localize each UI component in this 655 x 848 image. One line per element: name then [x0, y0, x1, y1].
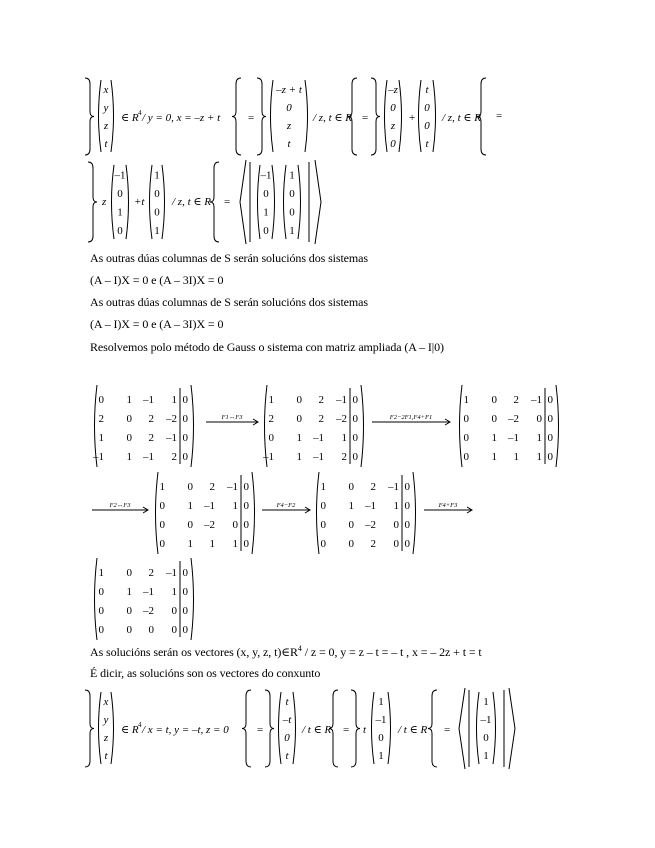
eq1-vec3b-entry: 0 [424, 102, 430, 114]
gauss-m3-cell: 1 [159, 481, 165, 493]
gauss-m5-cell: –1 [143, 586, 154, 598]
gauss-m2-cell: 1 [513, 451, 519, 463]
eq3-brace3r [428, 690, 437, 767]
eq1-cond-sup: 4 [138, 109, 142, 117]
gauss-m0-cell: 2 [148, 432, 154, 444]
gauss-m0-cell: –1 [166, 432, 177, 444]
eq1-vec3b-lparen [419, 80, 422, 152]
eq2-equals: = [224, 196, 231, 208]
gauss-m1-cell: –2 [336, 413, 347, 425]
eq2-span2-entry: 0 [289, 187, 295, 200]
gauss-m4-cell: 0 [404, 538, 410, 550]
eq1-cond-rest: / y = 0, x = –z + t [142, 112, 221, 124]
gauss-m2-cell: 1 [463, 394, 469, 406]
eq3-span-entry: 1 [483, 696, 489, 708]
gauss-m2-cell: 0 [547, 394, 553, 406]
gauss-m1-cell: 0 [352, 394, 358, 406]
eq3-vec-entry: t [104, 750, 108, 762]
gauss-m2-cell: 2 [513, 394, 519, 406]
eq3-cond-rest: / x = t, y = –t, z = 0 [142, 724, 229, 736]
eq3-param3: / t ∈ R [398, 724, 428, 736]
gauss-m0-cell: 0 [182, 394, 188, 406]
gauss-m0-cell: 2 [98, 413, 104, 425]
eq1-equals-2: = [362, 112, 369, 124]
gauss-m0-cell: –1 [143, 394, 154, 406]
eq1-brace2r [348, 78, 357, 155]
eq3-rangle [509, 688, 515, 769]
gauss-m1-cell: 1 [296, 451, 302, 463]
eq1-vec2-entry: z [286, 120, 292, 132]
gauss-m5-cell: 0 [126, 567, 132, 579]
eq2-span1-entry: 0 [263, 224, 269, 237]
eq3-vec-entry: y [103, 714, 109, 726]
eq2-vecA-entry: –1 [114, 169, 126, 182]
gauss-m3-cell: 0 [243, 500, 249, 512]
eq3-langle [459, 688, 465, 769]
gauss-m5-cell: 1 [126, 586, 132, 598]
gauss-m5-cell: 0 [171, 605, 177, 617]
gauss-op3-label: F2↔F3 [109, 502, 131, 509]
gauss-m3-cell: 0 [232, 519, 238, 531]
gauss-m3-cell: –1 [204, 500, 215, 512]
gauss-m2-cell: 0 [547, 432, 553, 444]
eq3-equals-2: = [343, 724, 350, 736]
gauss-m5-lparen [95, 558, 98, 640]
gauss-op1-label: F1↔F3 [221, 414, 243, 421]
gauss-m1-cell: 0 [296, 394, 302, 406]
eq1-vec-entry: y [103, 102, 109, 114]
eq3-equals: = [257, 724, 264, 736]
gauss-m0-cell: 0 [126, 432, 132, 444]
eq1-vec2-rparen [305, 80, 308, 152]
gauss-m1-cell: 0 [352, 432, 358, 444]
eq3-coef: t [363, 724, 367, 736]
eq1-param: / z, t ∈ R [313, 112, 353, 124]
eq2-vecA-entry: 0 [117, 224, 123, 237]
eq2-span2-lparen [284, 165, 287, 239]
eq3-vec2-entry: t [285, 750, 289, 762]
gauss-m3-cell: 0 [187, 481, 193, 493]
eq1-vec3b-entry: 0 [424, 120, 430, 132]
gauss-m2-cell: 0 [547, 451, 553, 463]
gauss-m3-cell: –2 [204, 519, 215, 531]
gauss-m0-cell: 0 [182, 432, 188, 444]
gauss-m4-cell: 1 [348, 500, 354, 512]
gauss-m3-cell: 0 [187, 519, 193, 531]
eq2-span2-entry: 1 [289, 224, 295, 237]
gauss-m5-cell: 0 [182, 605, 188, 617]
gauss-m3-lparen [156, 472, 159, 554]
gauss-m2-cell: –1 [508, 432, 519, 444]
eq1-vec-lparen [99, 80, 102, 152]
eq1-plus: + [409, 112, 416, 124]
eq2-vecA-entry: 0 [117, 187, 123, 200]
gauss-m4-cell: 1 [320, 481, 326, 493]
gauss-m3-cell: 1 [187, 538, 193, 550]
eq2-span2-entry: 0 [289, 206, 295, 219]
eq1-cond: ∈ R [121, 112, 139, 124]
gauss-m5-cell: 0 [126, 624, 132, 636]
gauss-m4-cell: 0 [404, 500, 410, 512]
gauss-m5-cell: 0 [98, 624, 104, 636]
gauss-m1-cell: 0 [352, 451, 358, 463]
eq2-vecA-rparen [126, 165, 129, 239]
text-line-4: (A – I)X = 0 e (A – 3I)X = 0 [90, 317, 224, 331]
gauss-m4-cell: 0 [348, 538, 354, 550]
gauss-m3-cell: 1 [232, 500, 238, 512]
gauss-m2-cell: 1 [536, 451, 542, 463]
eq3-vec-entry: x [103, 696, 109, 708]
text-line-6-sup: 4 [297, 644, 302, 653]
eq2-vecB-entry: 0 [154, 187, 160, 200]
gauss-m1-cell: 1 [268, 394, 274, 406]
gauss-m4-cell: 0 [404, 481, 410, 493]
gauss-m2-cell: –2 [508, 413, 519, 425]
gauss-m1-cell: 0 [268, 432, 274, 444]
eq1-vec-rparen [111, 80, 114, 152]
text-line-3: As outras dúas columnas de S serán solucións dos sistemas [90, 295, 368, 309]
gauss-m5-cell: 0 [182, 567, 188, 579]
eq1-vec2-entry: t [287, 138, 291, 150]
eq1-vec3a-entry: 0 [390, 138, 396, 150]
eq2-rangle [315, 160, 321, 244]
eq1-rbrace [232, 78, 241, 155]
gauss-m4-cell: –2 [365, 519, 376, 531]
gauss-m3-cell: 1 [187, 500, 193, 512]
gauss-m5-cell: 0 [148, 624, 154, 636]
eq3-lbrace [85, 690, 94, 767]
gauss-m1-cell: 0 [296, 413, 302, 425]
text-line-5: Resolvemos polo método de Gauss o sistema con matriz ampliada (A – I|0) [90, 340, 444, 354]
eq2-span2-rparen [298, 165, 301, 239]
gauss-m0-cell: –1 [143, 451, 154, 463]
eq1-vec-entry: z [103, 120, 109, 132]
gauss-m1-cell: 0 [352, 413, 358, 425]
gauss-m3-cell: 0 [159, 538, 165, 550]
gauss-m1-cell: 2 [341, 451, 347, 463]
eq3-vec-rparen [111, 692, 114, 764]
eq3-rbrace [242, 690, 251, 767]
eq3-equals-3: = [444, 724, 451, 736]
gauss-m2-cell: –1 [531, 394, 542, 406]
gauss-m4-lparen [317, 472, 320, 554]
eq1-brace3l [371, 78, 380, 155]
gauss-m4-rparen [413, 472, 416, 554]
gauss-m1-cell: 1 [341, 432, 347, 444]
eq3-vec3-entry: 0 [378, 732, 384, 744]
gauss-m2-cell: 1 [491, 451, 497, 463]
eq2-lbrace [88, 162, 97, 242]
eq3-vec-lparen [99, 692, 102, 764]
eq2-span2-entry: 1 [289, 169, 295, 182]
text-line-1: As outras dúas columnas de S serán solucións dos sistemas [90, 251, 368, 265]
eq3-brace3l [351, 690, 360, 767]
gauss-m3-cell: 0 [159, 500, 165, 512]
eq3-vec3-rparen [388, 692, 391, 764]
eq1-brace3r [477, 78, 486, 155]
eq3-cond: ∈ R [121, 724, 139, 736]
text-line-2: (A – I)X = 0 e (A – 3I)X = 0 [90, 273, 224, 287]
eq1-brace2l [257, 78, 266, 155]
gauss-m3-cell: 0 [243, 538, 249, 550]
eq3-cond-sup: 4 [138, 721, 142, 729]
gauss-m0-cell: –1 [93, 451, 104, 463]
gauss-m4-cell: 0 [393, 519, 399, 531]
eq2-span1-entry: –1 [260, 169, 272, 182]
gauss-m3-rparen [252, 472, 255, 554]
gauss-m5-cell: 0 [98, 586, 104, 598]
gauss-m5-cell: 0 [126, 605, 132, 617]
eq1-equals: = [248, 112, 255, 124]
gauss-m1-rparen [361, 385, 364, 467]
eq3-param: / t ∈ R [302, 724, 332, 736]
eq3-vec-entry: z [103, 732, 109, 744]
gauss-m1-cell: 1 [296, 432, 302, 444]
eq3-vec2-rparen [293, 692, 296, 764]
gauss-m4-cell: 0 [320, 519, 326, 531]
gauss-m2-cell: 0 [536, 413, 542, 425]
eq3-vec2-lparen [279, 692, 282, 764]
eq1-lbrace [85, 78, 94, 155]
eq2-vecB-lparen [150, 165, 153, 239]
eq2-span1-entry: 0 [263, 187, 269, 200]
gauss-m4-cell: 0 [348, 481, 354, 493]
text-line-6b: / z = 0, y = z – t = – t , x = – 2z + t = t [301, 645, 482, 659]
gauss-m5-cell: 1 [98, 567, 104, 579]
gauss-m0-cell: 1 [126, 394, 132, 406]
eq2-langle [240, 160, 246, 244]
eq3-vec2-entry: 0 [284, 732, 290, 744]
eq1-vec-entry: t [104, 138, 108, 150]
eq1-vec2-entry: –z + t [276, 84, 302, 96]
gauss-m2-cell: 1 [536, 432, 542, 444]
gauss-m2-rparen [556, 385, 559, 467]
eq1-vec3b-rparen [433, 80, 436, 152]
eq3-span-lparen [477, 692, 480, 764]
gauss-m5-cell: 2 [148, 567, 154, 579]
gauss-m4-cell: 2 [370, 481, 376, 493]
gauss-m3-cell: 0 [243, 519, 249, 531]
gauss-m5-cell: –1 [166, 567, 177, 579]
text-line-7: É dicir, as solucións son os vectores do conxunto [90, 666, 321, 680]
gauss-m4-cell: 0 [320, 538, 326, 550]
gauss-m0-cell: 2 [148, 413, 154, 425]
eq3-vec2-entry: t [285, 696, 289, 708]
gauss-m3-cell: 0 [159, 519, 165, 531]
eq2-coef-z: z [102, 196, 107, 208]
gauss-m5-cell: 0 [182, 586, 188, 598]
gauss-m0-cell: 1 [171, 394, 177, 406]
eq3-vec3-entry: 1 [378, 696, 384, 708]
eq2-vecB-entry: 0 [154, 206, 160, 219]
eq1-vec2-lparen [271, 80, 274, 152]
eq2-vecB-entry: 1 [154, 169, 160, 182]
gauss-m2-cell: 0 [547, 413, 553, 425]
eq3-span-entry: 1 [483, 750, 489, 762]
eq2-span1-rparen [272, 165, 275, 239]
eq2-param: / z, t ∈ R [172, 196, 212, 208]
eq3-brace2r [329, 690, 338, 767]
gauss-m1-cell: 2 [318, 413, 324, 425]
eq1-vec3a-lparen [385, 80, 388, 152]
eq2-span1-entry: 1 [263, 206, 269, 219]
eq1-vec3a-entry: z [390, 120, 396, 132]
gauss-m2-cell: 0 [463, 432, 469, 444]
eq1-vec3b-entry: t [425, 84, 429, 96]
gauss-m1-cell: –1 [313, 451, 324, 463]
gauss-m0-cell: 1 [98, 432, 104, 444]
eq2-vecA-entry: 1 [117, 206, 123, 219]
gauss-m0-cell: 2 [171, 451, 177, 463]
eq1-equals-3: = [496, 110, 503, 122]
gauss-m4-cell: –1 [388, 481, 399, 493]
gauss-m2-cell: 0 [463, 413, 469, 425]
gauss-m2-cell: 0 [463, 451, 469, 463]
gauss-m4-cell: 0 [320, 500, 326, 512]
gauss-op4-label: F4−F2 [276, 502, 296, 509]
eq2-plus-t: +t [134, 196, 145, 208]
gauss-m5-cell: 0 [98, 605, 104, 617]
eq2-rbrace [210, 162, 219, 242]
gauss-m4-cell: –1 [365, 500, 376, 512]
gauss-m2-cell: 1 [491, 432, 497, 444]
gauss-m2-cell: 0 [491, 394, 497, 406]
eq3-brace2l [265, 690, 274, 767]
gauss-m4-cell: 2 [370, 538, 376, 550]
gauss-m3-cell: 2 [209, 481, 215, 493]
gauss-m4-cell: 0 [404, 519, 410, 531]
gauss-m4-cell: 0 [393, 538, 399, 550]
gauss-m1-cell: 2 [268, 413, 274, 425]
gauss-m5-cell: 0 [171, 624, 177, 636]
gauss-m1-cell: 2 [318, 394, 324, 406]
gauss-m3-cell: 0 [243, 481, 249, 493]
eq3-vec2-entry: –t [282, 714, 292, 726]
gauss-op5-label: F4+F3 [438, 502, 458, 509]
gauss-m1-cell: –1 [336, 394, 347, 406]
gauss-m0-cell: –2 [166, 413, 177, 425]
gauss-m3-cell: 1 [232, 538, 238, 550]
gauss-m5-cell: –2 [143, 605, 154, 617]
gauss-m4-cell: 1 [393, 500, 399, 512]
gauss-m0-cell: 1 [126, 451, 132, 463]
gauss-m0-cell: 0 [126, 413, 132, 425]
eq3-span-rparen [493, 692, 496, 764]
gauss-m3-cell: –1 [227, 481, 238, 493]
eq3-vec3-lparen [372, 692, 375, 764]
gauss-m2-lparen [460, 385, 463, 467]
gauss-op2-label: F2−2F1,F4+F1 [389, 414, 433, 421]
gauss-m0-rparen [191, 385, 194, 467]
gauss-m3-cell: 1 [209, 538, 215, 550]
text-line-6a: As solucións serán os vectores (x, y, z, t)∈R [90, 645, 298, 659]
gauss-m5-cell: 0 [182, 624, 188, 636]
eq1-vec3a-entry: –z [388, 84, 398, 96]
eq1-vec3a-entry: 0 [390, 102, 396, 114]
gauss-m5-cell: 1 [171, 586, 177, 598]
gauss-m0-cell: 0 [98, 394, 104, 406]
eq2-vecB-entry: 1 [154, 224, 160, 237]
eq3-vec3-entry: –1 [375, 714, 387, 726]
eq3-span-entry: 0 [483, 732, 489, 744]
eq3-span-entry: –1 [480, 714, 492, 726]
gauss-m1-cell: –1 [263, 451, 274, 463]
gauss-m4-cell: 0 [348, 519, 354, 531]
eq3-vec3-entry: 1 [378, 750, 384, 762]
gauss-m0-cell: 0 [182, 451, 188, 463]
eq1-vec3b-entry: t [425, 138, 429, 150]
eq1-param3: / z, t ∈ R [442, 112, 482, 124]
eq1-vec2-entry: 0 [286, 102, 292, 114]
eq1-vec3a-rparen [399, 80, 402, 152]
eq2-vecB-rparen [162, 165, 165, 239]
gauss-m0-cell: 0 [182, 413, 188, 425]
gauss-m5-rparen [191, 558, 194, 640]
eq1-vec-entry: x [103, 84, 109, 96]
gauss-m2-cell: 0 [491, 413, 497, 425]
gauss-m1-cell: –1 [313, 432, 324, 444]
